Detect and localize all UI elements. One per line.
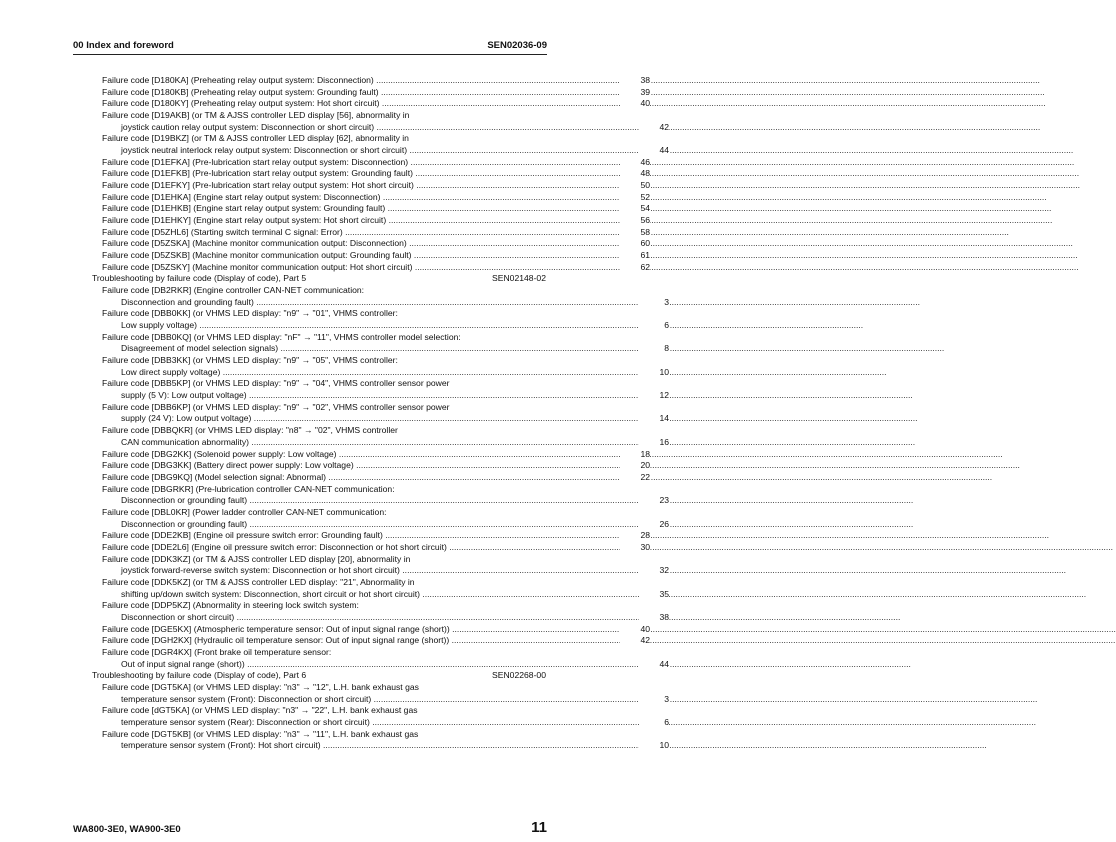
toc-entry-text: Disconnection or grounding fault) ..... — [121, 519, 546, 531]
toc-page-number: 42 — [620, 635, 650, 647]
toc-entry-text: Failure code [DGH2KX] (Hydraulic oil temperature sensor: Out of input signal range (short)) ..... — [102, 635, 546, 647]
toc-entry-row[interactable] — [102, 448, 650, 461]
toc-entry-row[interactable] — [102, 600, 546, 612]
toc-entry-row[interactable] — [102, 460, 650, 472]
toc-entry-text: Failure code [DBB0KQ] (or VHMS LED display: "nF" → "11", VHMS controller model selection: — [102, 331, 461, 342]
toc-entry-row[interactable] — [102, 332, 546, 344]
toc-entry-text: Failure code [D180KY] (Preheating relay output system: Hot short circuit) ..... — [102, 98, 546, 110]
toc-entry-row[interactable] — [121, 366, 669, 379]
toc-page-number: 23 — [639, 495, 669, 507]
toc-entry-row[interactable] — [121, 320, 669, 332]
toc-entry-row[interactable] — [121, 740, 669, 752]
toc-page-number: 56 — [620, 215, 650, 227]
toc-entry-row[interactable] — [102, 541, 650, 554]
toc-section-row[interactable] — [92, 670, 546, 682]
toc-entry-row[interactable] — [102, 168, 650, 180]
toc-entry-row[interactable] — [102, 425, 546, 437]
toc-entry-row[interactable] — [102, 729, 546, 741]
toc-entry-text: Failure code [DGT5KA] (or VHMS LED display: "n3" → "12", L.H. bank exhaust gas — [102, 681, 419, 692]
toc-entry-row[interactable] — [121, 296, 669, 309]
toc-entry-text: Failure code [DBGRKR] (Pre-lubrication controller CAN-NET communication: — [102, 483, 395, 494]
toc-page-number: 14 — [639, 413, 669, 425]
toc-entry-text: Low supply voltage) ..... — [121, 320, 546, 332]
toc-page-number: 44 — [639, 659, 669, 671]
toc-entry-row[interactable] — [121, 588, 669, 601]
toc-page-number: 28 — [620, 530, 650, 542]
toc-entry-text: Failure code [DBB5KP] (or VHMS LED display: "n9" → "04", VHMS controller sensor power — [102, 378, 450, 389]
toc-entry-text: temperature sensor system (Front): Hot short circuit) ..... — [121, 740, 546, 752]
toc-entry-text: Failure code [DBB3KK] (or VHMS LED display: "n9" → "05", VHMS controller: — [102, 355, 398, 366]
toc-entry-text: Low direct supply voltage) ..... — [121, 367, 546, 379]
toc-entry-row[interactable] — [102, 484, 546, 496]
toc-entry-text: Failure code [D1EHKB] (Engine start relay output system: Grounding fault) ..... — [102, 203, 546, 215]
toc-entry-text: Failure code [DBB0KK] (or VHMS LED display: "n9" → "01", VHMS controller: — [102, 308, 398, 319]
toc-entry-text: joystick caution relay output system: Disconnection or short circuit) ..... — [121, 122, 546, 134]
table-of-contents — [0, 75, 669, 752]
toc-page-number: 10 — [639, 740, 669, 752]
toc-entry-text: Troubleshooting by failure code (Display of code), Part 5 — [92, 273, 307, 284]
toc-entry-row[interactable] — [121, 693, 669, 706]
page-footer — [73, 819, 547, 838]
toc-entry-row[interactable] — [121, 145, 669, 157]
toc-entry-text: Failure code [DBG3KK] (Battery direct power supply: Low voltage) ..... — [102, 460, 546, 472]
toc-page-number: 38 — [620, 75, 650, 87]
toc-entry-row[interactable] — [121, 716, 669, 729]
toc-page-number: 20 — [620, 460, 650, 472]
toc-entry-text: Failure code [DBBQKR] (or VHMS LED display: "n8" → "02", VHMS controller — [102, 425, 398, 436]
toc-entry-row[interactable] — [102, 647, 546, 659]
toc-entry-row[interactable] — [121, 611, 669, 624]
toc-entry-row[interactable] — [121, 413, 669, 425]
toc-entry-row[interactable] — [121, 390, 669, 402]
toc-entry-row[interactable] — [102, 554, 546, 566]
toc-entry-row[interactable] — [121, 121, 669, 134]
toc-entry-text: Failure code [D1EFKB] (Pre-lubrication start relay output system: Grounding fault) ..... — [102, 168, 546, 180]
toc-section-row[interactable] — [92, 273, 546, 285]
toc-entry-row[interactable] — [102, 98, 650, 110]
toc-entry-text: Failure code [D1EHKA] (Engine start relay output system: Disconnection) ..... — [102, 192, 546, 204]
toc-entry-text: Failure code [D180KB] (Preheating relay output system: Grounding fault) ..... — [102, 87, 546, 99]
toc-page-number: 16 — [639, 437, 669, 449]
toc-page-number: 62 — [620, 262, 650, 274]
toc-entry-text: Failure code [DGE5KX] (Atmospheric temperature sensor: Out of input signal range (short)) ..... — [102, 624, 546, 636]
toc-entry-row[interactable] — [102, 238, 650, 250]
toc-page-number: 39 — [620, 87, 650, 99]
toc-entry-row[interactable] — [102, 705, 546, 717]
toc-entry-text: Out of input signal range (short)) ..... — [121, 659, 546, 671]
toc-entry-row[interactable] — [102, 250, 650, 262]
toc-entry-row[interactable] — [102, 203, 650, 215]
toc-page-number: 10 — [639, 367, 669, 379]
toc-page-number: 50 — [620, 180, 650, 192]
toc-page-number: 40 — [620, 624, 650, 636]
toc-entry-text: Failure code [D5ZSKB] (Machine monitor communication output: Grounding fault) ..... — [102, 250, 546, 262]
toc-page-number: 6 — [639, 320, 669, 332]
toc-page-number: 35 — [639, 589, 669, 601]
toc-page-number: 3 — [639, 297, 669, 309]
toc-entry-row[interactable] — [102, 191, 650, 204]
toc-entry-row[interactable] — [102, 110, 546, 122]
toc-entry-row[interactable] — [102, 226, 650, 239]
toc-entry-row[interactable] — [102, 402, 546, 414]
toc-section-code: SEN02268-00 — [492, 670, 546, 681]
toc-entry-text: Failure code [dGT5KA] (or VHMS LED display: "n3" → "22", L.H. bank exhaust gas — [102, 705, 418, 716]
toc-entry-row[interactable] — [102, 623, 650, 636]
toc-entry-text: Failure code [DBG9KQ] (Model selection signal: Abnormal) ..... — [102, 472, 546, 484]
toc-page-number: 30 — [620, 542, 650, 554]
toc-entry-row[interactable] — [102, 308, 546, 320]
footer-page-number: 11 — [531, 819, 547, 836]
toc-entry-row[interactable] — [102, 355, 546, 367]
toc-entry-text: Failure code [DBL0KR] (Power ladder controller CAN-NET communication: — [102, 506, 387, 517]
toc-page-number: 46 — [620, 157, 650, 169]
header-section-title: 00 Index and foreword — [73, 40, 174, 51]
toc-page-number: 18 — [620, 449, 650, 461]
toc-entry-text: Failure code [D1EFKY] (Pre-lubrication start relay output system: Hot short circuit) ..... — [102, 180, 546, 192]
toc-entry-text: Failure code [DBB6KP] (or VHMS LED display: "n9" → "02", VHMS controller sensor power — [102, 401, 450, 412]
toc-entry-row[interactable] — [121, 565, 669, 577]
toc-page-number: 42 — [639, 122, 669, 134]
toc-page-number: 38 — [639, 612, 669, 624]
toc-entry-text: Failure code [DGT5KB] (or VHMS LED display: "n3" → "11", L.H. bank exhaust gas — [102, 728, 419, 739]
toc-entry-text: temperature sensor system (Front): Disconnection or short circuit) ..... — [121, 694, 546, 706]
toc-entry-row[interactable] — [121, 436, 669, 449]
toc-entry-text: temperature sensor system (Rear): Disconnection or short circuit) ..... — [121, 717, 546, 729]
toc-page-number: 26 — [639, 519, 669, 531]
toc-entry-text: Failure code [DDE2KB] (Engine oil pressure switch error: Grounding fault) ..... — [102, 530, 546, 542]
toc-entry-row[interactable] — [121, 658, 669, 671]
toc-entry-row[interactable] — [102, 261, 650, 274]
toc-entry-row[interactable] — [102, 507, 546, 519]
toc-entry-text: Failure code [DB2RKR] (Engine controller CAN-NET communication: — [102, 285, 365, 296]
toc-page-number: 6 — [639, 717, 669, 729]
toc-entry-row[interactable] — [121, 518, 669, 531]
toc-entry-text: Disconnection or short circuit) ..... — [121, 612, 546, 624]
toc-entry-text: Failure code [D180KA] (Preheating relay output system: Disconnection) ..... — [102, 75, 546, 87]
footer-model-names: WA800-3E0, WA900-3E0 — [73, 824, 181, 835]
toc-entry-row[interactable] — [102, 86, 650, 99]
toc-entry-row[interactable] — [102, 133, 546, 145]
toc-page-number: 3 — [639, 694, 669, 706]
toc-page-number: 22 — [620, 472, 650, 484]
toc-page-number: 58 — [620, 227, 650, 239]
toc-entry-row[interactable] — [121, 343, 669, 355]
toc-entry-text: Failure code [D5ZHL6] (Starting switch terminal C signal: Error) ..... — [102, 227, 546, 239]
toc-entry-text: Failure code [DBG2KK] (Solenoid power supply: Low voltage) ..... — [102, 449, 546, 461]
toc-entry-row[interactable] — [102, 75, 650, 87]
toc-page-number: 32 — [639, 565, 669, 577]
toc-entry-row[interactable] — [102, 285, 546, 297]
toc-page-number: 54 — [620, 203, 650, 215]
toc-entry-text: CAN communication abnormality) ..... — [121, 437, 546, 449]
toc-entry-text: supply (24 V): Low output voltage) ..... — [121, 413, 546, 425]
toc-entry-text: Troubleshooting by failure code (Display of code), Part 6 — [92, 670, 307, 681]
toc-entry-text: Failure code [D1EFKA] (Pre-lubrication start relay output system: Disconnection) ..... — [102, 157, 546, 169]
toc-page-number: 12 — [639, 390, 669, 402]
toc-entry-row[interactable] — [102, 577, 546, 589]
toc-entry-text: Failure code [D19BKZ] (or TM & AJSS controller LED display [62], abnormality in — [102, 133, 409, 144]
toc-entry-row[interactable] — [102, 530, 650, 542]
toc-page-number: 40 — [620, 98, 650, 110]
toc-entry-text: supply (5 V): Low output voltage) ..... — [121, 390, 546, 402]
toc-entry-text: shifting up/down switch system: Disconnection, short circuit or hot short circuit) ..... — [121, 589, 546, 601]
toc-entry-text: Disconnection and grounding fault) ..... — [121, 297, 546, 309]
toc-entry-text: Failure code [DDP5KZ] (Abnormality in steering lock switch system: — [102, 600, 359, 611]
toc-entry-row[interactable] — [102, 180, 650, 192]
toc-entry-row[interactable] — [102, 215, 650, 227]
toc-entry-row[interactable] — [102, 471, 650, 484]
toc-entry-text: Failure code [D5ZSKA] (Machine monitor communication output: Disconnection) ..... — [102, 238, 546, 250]
header-document-code: SEN02036-09 — [487, 40, 547, 51]
toc-entry-text: Failure code [DGR4KX] (Front brake oil temperature sensor: — [102, 646, 332, 657]
page-header — [73, 38, 547, 55]
toc-entry-text: joystick forward-reverse switch system: Disconnection or hot short circuit) ..... — [121, 565, 546, 577]
toc-entry-text: Disagreement of model selection signals) ..... — [121, 343, 546, 355]
toc-entry-text: Failure code [DDK5KZ] (or TM & AJSS controller LED display: "21", Abnormality in — [102, 576, 415, 587]
toc-entry-row[interactable] — [102, 378, 546, 390]
toc-entry-row[interactable] — [102, 156, 650, 169]
toc-entry-text: Failure code [DDE2L6] (Engine oil pressure switch error: Disconnection or hot short circuit) ..... — [102, 542, 546, 554]
toc-page-number: 60 — [620, 238, 650, 250]
toc-entry-row[interactable] — [102, 682, 546, 694]
toc-entry-text: Failure code [D1EHKY] (Engine start relay output system: Hot short circuit) ..... — [102, 215, 546, 227]
toc-entry-text: Disconnection or grounding fault) ..... — [121, 495, 546, 507]
toc-page-number: 48 — [620, 168, 650, 180]
toc-entry-text: Failure code [DDK3KZ] (or TM & AJSS controller LED display [20], abnormality in — [102, 553, 411, 564]
toc-page-number: 8 — [639, 343, 669, 355]
toc-entry-text: Failure code [D5ZSKY] (Machine monitor communication output: Hot short circuit) ..... — [102, 262, 546, 274]
toc-entry-row[interactable] — [102, 635, 650, 647]
toc-entry-row[interactable] — [121, 495, 669, 507]
toc-page-number: 52 — [620, 192, 650, 204]
toc-section-code: SEN02148-02 — [492, 273, 546, 284]
toc-entry-text: joystick neutral interlock relay output system: Disconnection or short circuit) ..... — [121, 145, 546, 157]
toc-entry-text: Failure code [D19AKB] (or TM & AJSS controller LED display [56], abnormality in — [102, 110, 410, 121]
toc-page-number: 44 — [639, 145, 669, 157]
toc-page-number: 61 — [620, 250, 650, 262]
